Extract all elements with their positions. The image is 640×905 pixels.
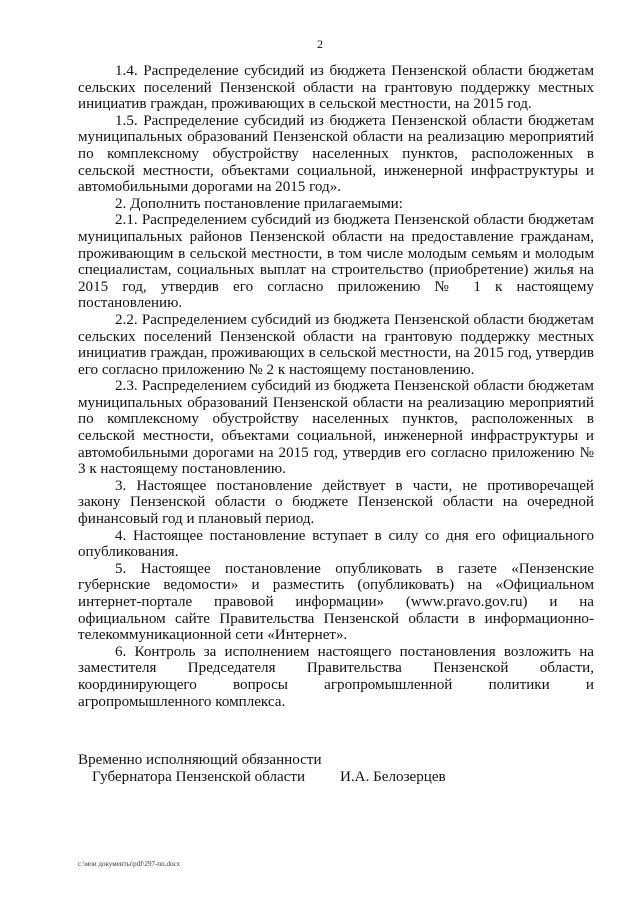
page-number: 2 [317,37,323,51]
document-body [78,63,594,710]
paragraph-4: 4. Настоящее постановление вступает в силу со дня его официального опубликования. [78,527,594,561]
paragraph-3: 3. Настоящее постановление действует в части, не противоречащей закону Пензенской области о бюджете Пензенской области на очередной финансовый год и плановый период. [78,477,594,528]
paragraph-6: 6. Контроль за исполнением настоящего постановления возложить на заместителя Председателя Правительства Пензенской области, координирующего вопросы агропромышленной политики и агропромышленного комплекса. [78,643,594,710]
paragraph-5: 5. Настоящее постановление опубликовать в газете «Пензенские губернские ведомости» и разместить (опубликовать) на «Официальном интернет-портале правовой информации» (www.pravo.gov.ru) и на официальном сайте Правительства Пензенской области в информационно-телекоммуникационной сети «Интернет». [78,560,594,644]
signatory-name: И.А. Белозерцев [340,769,446,785]
paragraph-2-2: 2.2. Распределением субсидий из бюджета Пензенской области бюджетам сельских поселений Пензенской области на грантовую поддержку местных инициатив граждан, проживающих в сельской местности, на 2015 год, утвердив его согласно приложению № 2 к настоящему постановлению. [78,311,594,378]
signature-block [78,752,558,786]
paragraph-2-1: 2.1. Распределением субсидий из бюджета Пензенской области бюджетам муниципальных районов Пензенской области на предоставление гражданам, проживающим в сельской местности, в том числе молодым семьям и молодым специалистам, социальных выплат на строительство (приобретение) жилья на 2015 год, утвердив его согласно приложению № 1 к настоящему постановлению. [78,212,594,312]
paragraph-1-5: 1.5. Распределение субсидий из бюджета Пензенской области бюджетам муниципальных образований Пензенской области на реализацию мероприятий по комплексному обустройству населенных пунктов, расположенных в сельской местности, объектами социальной, инженерной инфраструктуры и автомобильными дорогами на 2015 год». [78,112,594,196]
signatory-title-line1: Временно исполняющий обязанности [78,752,322,768]
paragraph-2-3: 2.3. Распределением субсидий из бюджета Пензенской области бюджетам муниципальных образований Пензенской области на реализацию мероприятий по комплексному обустройству населенных пунктов, расположенных в сельской местности, объектами социальной, инженерной инфраструктуры и автомобильными дорогами на 2015 год, утвердив его согласно приложению № 3 к настоящему постановлению. [78,378,594,478]
signatory-title-line2: Губернатора Пензенской области [92,769,306,785]
paragraph-2: 2. Дополнить постановление прилагаемыми: [115,195,403,212]
file-path-footer: c:\мои документы\pdf\297-пп.docx [78,860,181,868]
paragraph-1-4: 1.4. Распределение субсидий из бюджета Пензенской области бюджетам сельских поселений Пензенской области на грантовую поддержку местных инициатив граждан, проживающих в сельской местности, на 2015 год. [78,63,594,113]
